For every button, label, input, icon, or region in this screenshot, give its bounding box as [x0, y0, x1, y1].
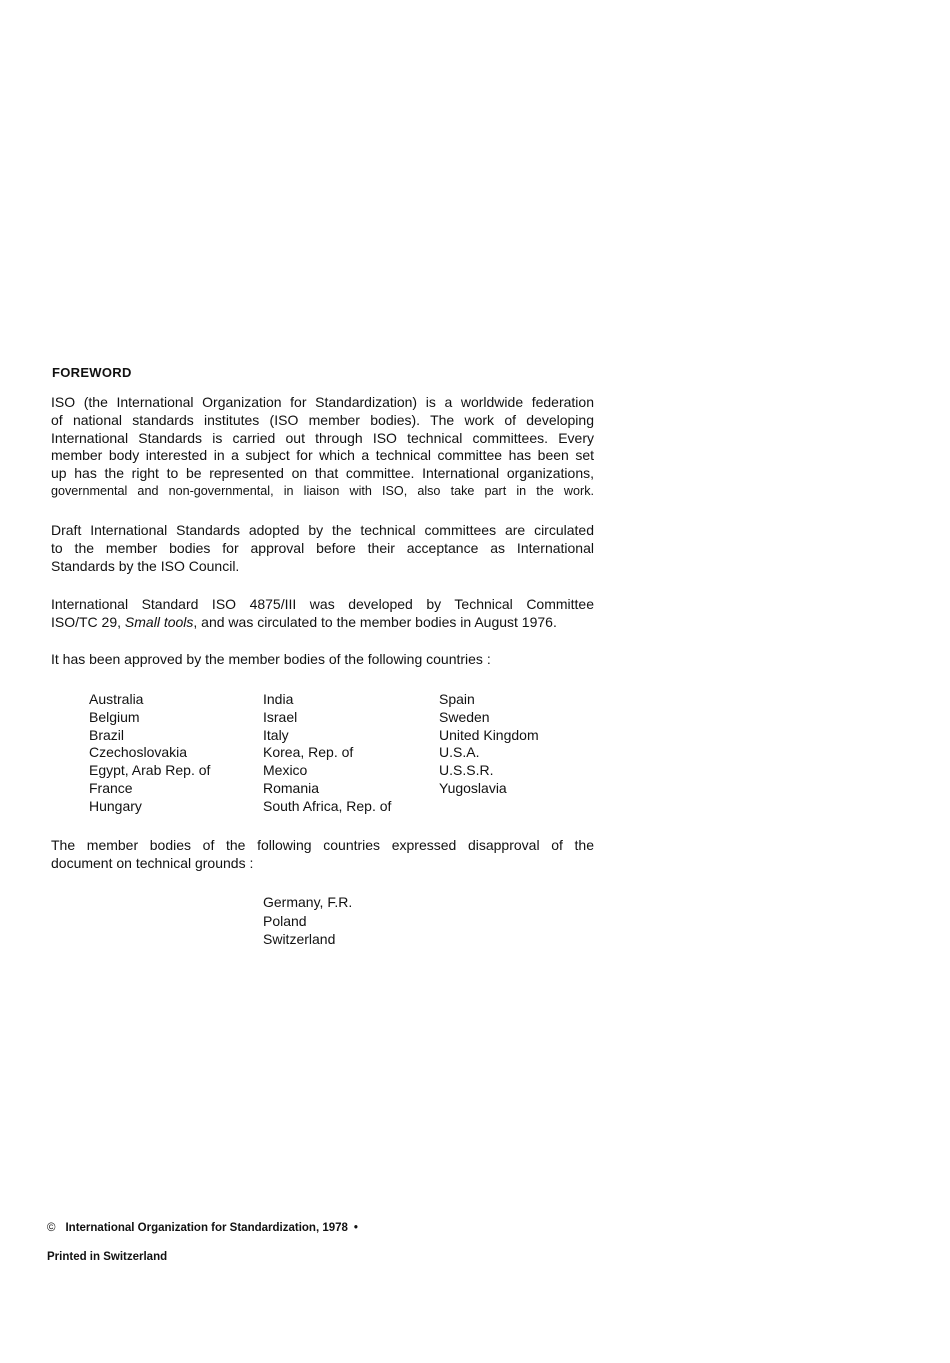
- copyright-notice: [47, 1222, 358, 1234]
- paragraph-line: of national standards institutes (ISO member bodies). The work of developing: [51, 411, 594, 428]
- approving-countries-column-1: [89, 691, 210, 816]
- country-item: United Kingdom: [439, 726, 539, 743]
- paragraph-line: governmental and non-governmental, in liaison with ISO, also take part in the work.: [51, 483, 594, 498]
- paragraph-line: to the member bodies for approval before their acceptance as International: [51, 539, 594, 556]
- paragraph-line: Draft International Standards adopted by the technical committees are circulated: [51, 522, 594, 538]
- paragraph-line: [51, 614, 594, 632]
- copyright-icon: ©: [47, 1222, 56, 1234]
- country-item: France: [89, 779, 133, 796]
- text-segment: , and was circulated to the member bodies in August 1976.: [193, 613, 557, 630]
- foreword-paragraph-draft-standards: [51, 522, 594, 575]
- printed-location: Printed in Switzerland: [47, 1251, 168, 1263]
- paragraph-line: up has the right to be represented on that committee. International organizations,: [51, 465, 594, 482]
- paragraph-line: It has been approved by the member bodies of the following countries :: [51, 651, 491, 667]
- country-item: Mexico: [263, 762, 308, 779]
- paragraph-line: International Standards is carried out through ISO technical committees. Every: [51, 429, 594, 446]
- approving-countries-column-3: [439, 691, 539, 798]
- country-item: Italy: [263, 726, 289, 743]
- country-item: Brazil: [89, 726, 125, 743]
- copyright-text: International Organization for Standardization, 1978: [65, 1222, 348, 1234]
- paragraph-line: Standards by the ISO Council.: [51, 557, 240, 574]
- country-item: Australia: [89, 691, 144, 707]
- paragraph-line: The member bodies of the following countries expressed disapproval of the: [51, 837, 594, 853]
- country-item: Switzerland: [263, 931, 336, 947]
- country-item: Germany, F.R.: [263, 894, 353, 910]
- paragraph-line: ISO (the International Organization for Standardization) is a worldwide federation: [51, 394, 594, 410]
- approval-intro: [51, 651, 594, 669]
- paragraph-line: document on technical grounds :: [51, 854, 254, 871]
- country-item: Belgium: [89, 708, 140, 725]
- country-item: Yugoslavia: [439, 779, 507, 796]
- country-item: Korea, Rep. of: [263, 744, 354, 761]
- paragraph-line: member body interested in a subject for which a technical committee has been set: [51, 447, 594, 464]
- country-item: Hungary: [89, 797, 142, 814]
- country-item: Spain: [439, 691, 475, 707]
- committee-title: Small tools: [124, 613, 194, 630]
- country-item: South Africa, Rep. of: [263, 797, 392, 814]
- approving-countries-column-2: [263, 691, 391, 816]
- country-item: Poland: [263, 912, 307, 929]
- paragraph-line: International Standard ISO 4875/III was developed by Technical Committee: [51, 596, 594, 612]
- text-segment: ISO/TC 29,: [51, 613, 125, 630]
- country-item: Sweden: [439, 708, 490, 725]
- country-item: Israel: [263, 708, 298, 725]
- country-item: India: [263, 691, 294, 707]
- bullet-icon: •: [353, 1222, 358, 1234]
- country-item: U.S.S.R.: [439, 762, 494, 779]
- country-item: Czechoslovakia: [89, 744, 188, 761]
- country-item: Romania: [263, 779, 320, 796]
- foreword-paragraph-iso-intro: [51, 394, 594, 501]
- country-item: Egypt, Arab Rep. of: [89, 762, 211, 779]
- foreword-paragraph-standard-origin: [51, 596, 594, 632]
- foreword-heading: FOREWORD: [52, 365, 132, 380]
- disapproval-intro: [51, 837, 594, 873]
- country-item: U.S.A.: [439, 744, 480, 761]
- disapproving-countries-list: [263, 893, 352, 949]
